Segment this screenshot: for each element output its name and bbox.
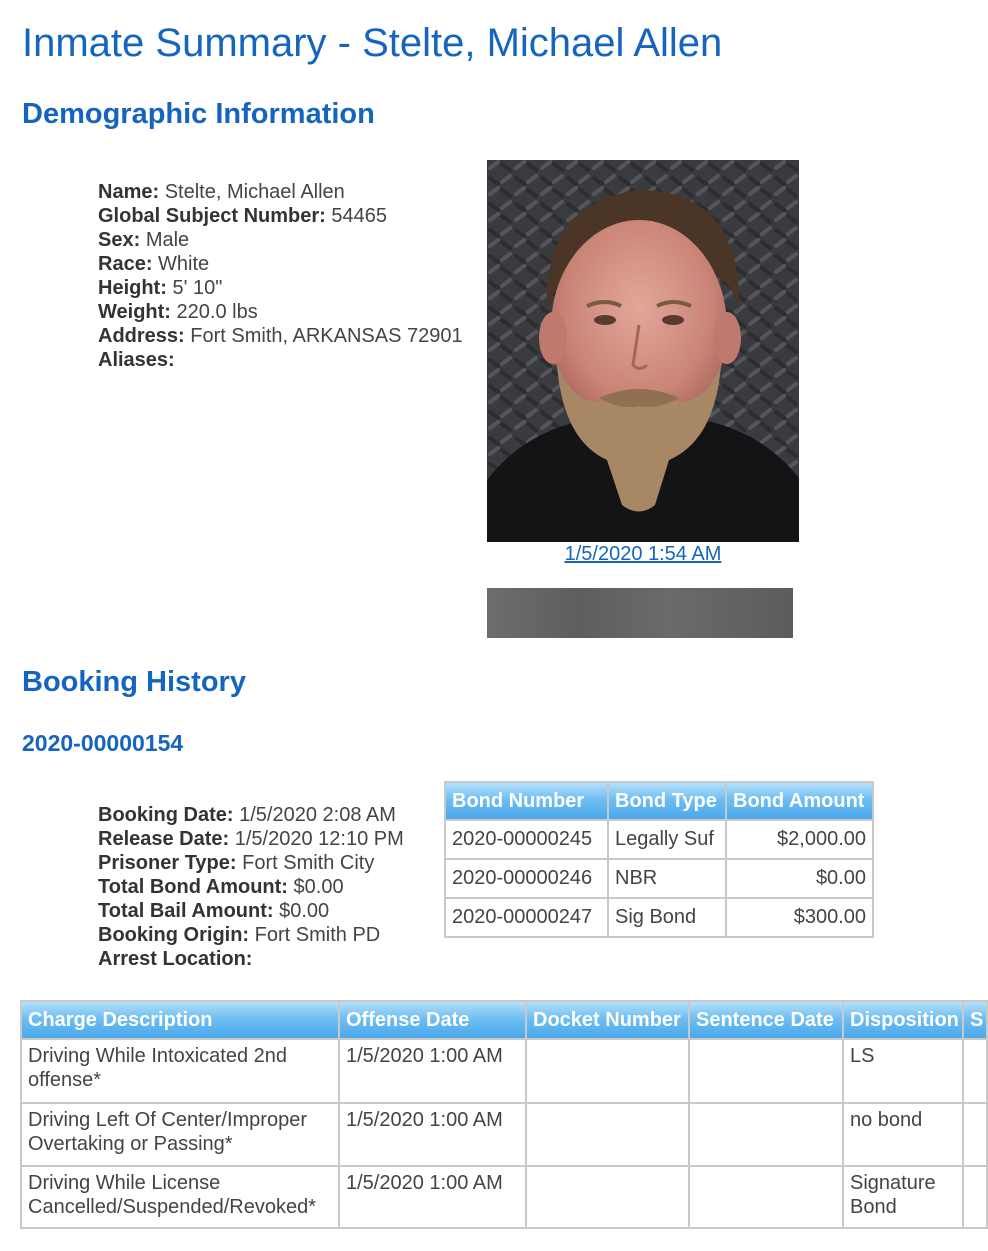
charge-description-cell: Driving While Intoxicated 2nd offense* — [21, 1039, 339, 1103]
column-header[interactable]: Bond Number — [445, 782, 608, 820]
bond-number-cell: 2020-00000245 — [445, 820, 608, 859]
field-label: Race: — [98, 253, 153, 275]
field-label: Aliases: — [98, 349, 175, 371]
charge-description-cell: Driving Left Of Center/Improper Overtaking or Passing* — [21, 1103, 339, 1166]
aliases-row — [98, 348, 463, 372]
offense-date-cell: 1/5/2020 1:00 AM — [339, 1103, 526, 1166]
field-label: Total Bail Amount: — [98, 900, 274, 922]
name-row — [98, 180, 463, 204]
field-value: White — [158, 253, 210, 275]
column-header[interactable]: Disposition — [843, 1001, 963, 1039]
booking-info — [98, 803, 404, 971]
charge-description-cell: Driving While License Cancelled/Suspended/Revoked* — [21, 1166, 339, 1228]
field-label: Name: — [98, 181, 160, 203]
charges-table — [20, 1000, 988, 1229]
field-value: 220.0 lbs — [176, 301, 258, 323]
field-value: 5' 10" — [172, 277, 223, 299]
field-value: Male — [145, 229, 190, 251]
field-label: Address: — [98, 325, 185, 347]
disposition-cell: Signature Bond — [843, 1166, 963, 1228]
column-header[interactable]: Bond Type — [608, 782, 726, 820]
arrest-location-row — [98, 947, 404, 971]
field-label: Release Date: — [98, 828, 230, 850]
sentence-date-cell — [689, 1039, 843, 1103]
field-value: Fort Smith PD — [254, 924, 381, 946]
field-label: Booking Origin: — [98, 924, 250, 946]
bond-amount-cell: $300.00 — [726, 898, 873, 937]
bond-number-cell: 2020-00000247 — [445, 898, 608, 937]
weight-row — [98, 300, 463, 324]
redacted-block — [487, 588, 793, 638]
bond-amount-cell: $0.00 — [726, 859, 873, 898]
field-label: Arrest Location: — [98, 948, 253, 970]
disposition-cell: LS — [843, 1039, 963, 1103]
bond-type-cell: Sig Bond — [608, 898, 726, 937]
column-header[interactable]: Docket Number — [526, 1001, 689, 1039]
field-value: $0.00 — [293, 876, 344, 898]
field-value: Fort Smith City — [242, 852, 375, 874]
table-row — [21, 1103, 987, 1166]
release-date-row — [98, 827, 404, 851]
prisoner-type-row — [98, 851, 404, 875]
truncated-cell — [963, 1166, 987, 1228]
docket-number-cell — [526, 1103, 689, 1166]
sentence-date-cell — [689, 1103, 843, 1166]
table-row — [445, 898, 873, 937]
bond-table — [444, 781, 874, 938]
page-title: Inmate Summary - Stelte, Michael Allen — [22, 21, 723, 65]
field-label: Global Subject Number: — [98, 205, 326, 227]
truncated-cell — [963, 1103, 987, 1166]
photo-date-link[interactable]: 1/5/2020 1:54 AM — [564, 543, 722, 565]
bond-type-cell: Legally Suf — [608, 820, 726, 859]
field-label: Height: — [98, 277, 167, 299]
booking-origin-row — [98, 923, 404, 947]
bond-amount-cell: $2,000.00 — [726, 820, 873, 859]
mugshot-image — [487, 160, 799, 542]
field-value: Fort Smith, ARKANSAS 72901 — [190, 325, 463, 347]
booking-history-heading: Booking History — [22, 666, 246, 698]
field-label: Sex: — [98, 229, 141, 251]
total-bond-amount-row — [98, 875, 404, 899]
docket-number-cell — [526, 1039, 689, 1103]
table-row — [21, 1166, 987, 1228]
column-header[interactable]: S — [963, 1001, 987, 1039]
column-header[interactable]: Offense Date — [339, 1001, 526, 1039]
table-row — [21, 1039, 987, 1103]
global-subject-number-row — [98, 204, 463, 228]
race-row — [98, 252, 463, 276]
offense-date-cell: 1/5/2020 1:00 AM — [339, 1166, 526, 1228]
offense-date-cell: 1/5/2020 1:00 AM — [339, 1039, 526, 1103]
charges-table-header — [21, 1001, 987, 1039]
table-row — [445, 820, 873, 859]
field-value: 54465 — [331, 205, 387, 227]
disposition-cell: no bond — [843, 1103, 963, 1166]
height-row — [98, 276, 463, 300]
table-row — [445, 859, 873, 898]
booking-number: 2020-00000154 — [22, 730, 184, 756]
field-label: Booking Date: — [98, 804, 234, 826]
bond-type-cell: NBR — [608, 859, 726, 898]
sentence-date-cell — [689, 1166, 843, 1228]
docket-number-cell — [526, 1166, 689, 1228]
truncated-cell — [963, 1039, 987, 1103]
field-label: Total Bond Amount: — [98, 876, 288, 898]
demographic-info — [98, 180, 463, 372]
bond-number-cell: 2020-00000246 — [445, 859, 608, 898]
booking-date-row — [98, 803, 404, 827]
mugshot-photo[interactable] — [487, 160, 799, 542]
field-value: $0.00 — [279, 900, 330, 922]
address-row — [98, 324, 463, 348]
column-header[interactable]: Sentence Date — [689, 1001, 843, 1039]
field-value: 1/5/2020 12:10 PM — [234, 828, 404, 850]
column-header[interactable]: Charge Description — [21, 1001, 339, 1039]
bond-table-header — [445, 782, 873, 820]
demographic-heading: Demographic Information — [22, 98, 375, 130]
sex-row — [98, 228, 463, 252]
field-label: Prisoner Type: — [98, 852, 237, 874]
column-header[interactable]: Bond Amount — [726, 782, 873, 820]
field-value: 1/5/2020 2:08 AM — [239, 804, 396, 826]
total-bail-amount-row — [98, 899, 404, 923]
field-value: Stelte, Michael Allen — [164, 181, 345, 203]
field-label: Weight: — [98, 301, 171, 323]
